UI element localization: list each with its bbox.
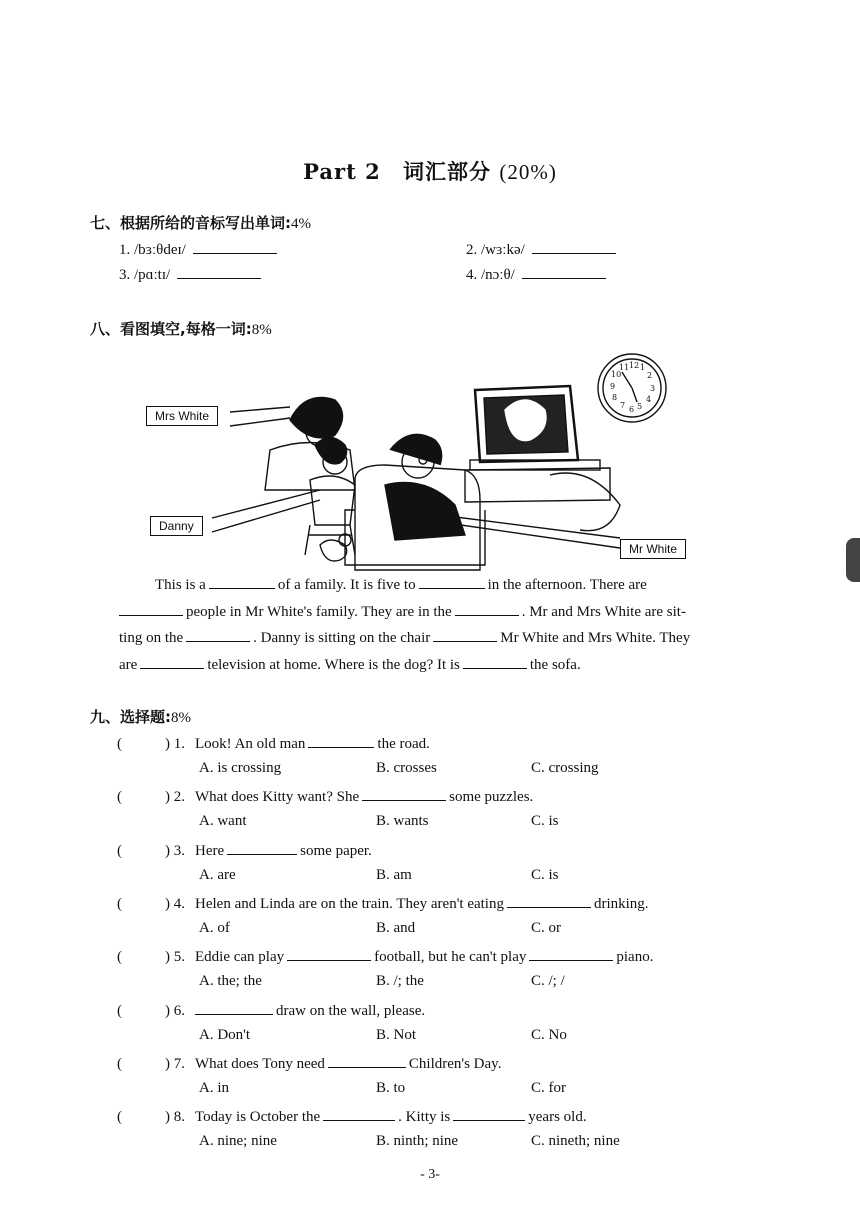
part-title xyxy=(0,156,860,186)
danny-figure xyxy=(305,438,355,556)
question-text: What does Kitty want? She xyxy=(195,789,360,806)
phonetic-text: /pɑːtɪ/ xyxy=(134,267,171,283)
question-text: Today is October the xyxy=(195,1109,321,1126)
page-number: - 3- xyxy=(420,1167,440,1182)
svg-text:7: 7 xyxy=(620,401,626,410)
text: television at home. Where is the dog? It is xyxy=(207,656,460,673)
text: are xyxy=(119,656,138,673)
television-icon xyxy=(465,386,620,531)
question-blank[interactable] xyxy=(507,893,591,908)
answer-blank[interactable] xyxy=(140,654,204,669)
phonetic-item-4 xyxy=(466,264,609,284)
item-number: 1. xyxy=(119,242,131,258)
text: in the afternoon. There are xyxy=(487,577,647,593)
option-a[interactable]: A. the; the xyxy=(199,973,262,990)
phonetic-text: /bɜːθdeɪ/ xyxy=(134,242,186,258)
question-4 xyxy=(117,893,649,913)
svg-text:8: 8 xyxy=(612,393,618,402)
question-blank[interactable] xyxy=(323,1106,395,1121)
option-a[interactable]: A. are xyxy=(199,866,236,883)
question-blank[interactable] xyxy=(227,840,297,855)
question-number: ) 1. xyxy=(165,736,185,752)
option-b[interactable]: B. am xyxy=(376,866,412,883)
section8-heading xyxy=(90,318,272,339)
question-number: ) 3. xyxy=(165,842,185,859)
question-text: Here xyxy=(195,842,225,859)
question-3 xyxy=(117,840,372,860)
question-text: drinking. xyxy=(593,895,649,912)
family-tv-illustration xyxy=(140,350,680,575)
answer-blank[interactable] xyxy=(209,574,275,589)
question-number: ) 6. xyxy=(165,1002,185,1019)
svg-text:1: 1 xyxy=(640,363,646,372)
answer-paren[interactable]: ( xyxy=(117,789,122,806)
paragraph-line-3 xyxy=(119,625,769,652)
answer-blank[interactable] xyxy=(522,264,606,279)
option-a[interactable]: A. of xyxy=(199,919,230,936)
fill-in-paragraph xyxy=(119,572,769,678)
answer-blank[interactable] xyxy=(433,627,497,642)
question-number: ) 8. xyxy=(165,1109,185,1126)
section8-percent: 8% xyxy=(251,322,272,338)
option-a[interactable]: A. is crossing xyxy=(199,760,282,776)
text: of a family. It is five to xyxy=(277,577,416,593)
text: ting on the xyxy=(119,630,184,646)
section8-title: 八、看图填空,每格一词: xyxy=(90,320,252,338)
question-text: piano. xyxy=(616,949,654,966)
part-cn-title: 词汇部分 xyxy=(403,160,492,184)
question-number: ) 5. xyxy=(165,949,185,966)
question-text: football, but he can't play xyxy=(374,949,527,966)
answer-blank[interactable] xyxy=(186,627,250,642)
question-text: What does Tony need xyxy=(195,1055,325,1072)
question-text: years old. xyxy=(528,1109,587,1126)
option-a[interactable]: A. Don't xyxy=(199,1026,251,1043)
text: . Mr and Mrs White are sit- xyxy=(521,603,686,620)
option-b[interactable]: B. to xyxy=(376,1079,406,1096)
clock-icon xyxy=(598,354,666,422)
option-b[interactable]: B. wants xyxy=(376,813,429,830)
answer-paren[interactable]: ( xyxy=(117,1055,122,1072)
phonetic-item-1 xyxy=(119,239,280,259)
answer-blank[interactable] xyxy=(455,601,519,616)
label-mrs-white: Mrs White xyxy=(146,406,218,426)
question-text: Helen and Linda are on the train. They aren't eating xyxy=(195,895,504,912)
text: Mr White and Mrs White. They xyxy=(500,630,691,646)
question-number: ) 7. xyxy=(165,1055,185,1072)
text: the sofa. xyxy=(529,656,581,673)
option-c[interactable]: C. crossing xyxy=(531,760,599,776)
question-text: . Kitty is xyxy=(398,1109,451,1126)
answer-blank[interactable] xyxy=(177,264,261,279)
option-a[interactable]: A. want xyxy=(199,813,247,830)
answer-blank[interactable] xyxy=(463,654,527,669)
section9-title: 九、选择题: xyxy=(90,708,171,726)
section7-title: 七、根据所给的音标写出单词: xyxy=(90,214,291,232)
question-1 xyxy=(117,733,430,753)
svg-text:4: 4 xyxy=(646,395,652,404)
section7-heading xyxy=(90,212,311,233)
question-blank[interactable] xyxy=(308,733,374,748)
part-label: Part 2 xyxy=(303,159,381,184)
question-2 xyxy=(117,786,533,806)
question-5 xyxy=(117,946,653,966)
question-blank[interactable] xyxy=(287,946,371,961)
option-b[interactable]: B. Not xyxy=(376,1026,417,1043)
answer-blank[interactable] xyxy=(419,574,485,589)
section9-heading xyxy=(90,706,191,727)
paragraph-line-1 xyxy=(119,572,769,599)
svg-text:2: 2 xyxy=(647,371,653,380)
question-text: draw on the wall, please. xyxy=(276,1002,426,1019)
svg-text:11: 11 xyxy=(619,363,630,372)
answer-paren[interactable]: ( xyxy=(117,1002,122,1019)
svg-text:10: 10 xyxy=(611,370,622,379)
phonetic-text: /nɔːθ/ xyxy=(481,267,515,283)
question-text: Look! An old man xyxy=(195,736,306,752)
paragraph-line-4 xyxy=(119,652,769,679)
answer-paren[interactable]: ( xyxy=(117,949,122,966)
option-b[interactable]: B. ninth; nine xyxy=(376,1133,459,1150)
text: . Danny is sitting on the chair xyxy=(253,630,431,646)
answer-blank[interactable] xyxy=(532,239,616,254)
svg-text:9: 9 xyxy=(610,382,616,391)
phonetic-text: /wɜːkə/ xyxy=(481,242,525,258)
question-text: the road. xyxy=(377,736,430,752)
answer-paren[interactable]: ( xyxy=(117,842,122,859)
question-blank[interactable] xyxy=(195,1000,273,1015)
svg-text:5: 5 xyxy=(637,402,643,411)
item-number: 3. xyxy=(119,267,131,283)
option-c[interactable]: C. is xyxy=(531,813,559,830)
answer-paren[interactable]: ( xyxy=(117,1109,122,1126)
question-7 xyxy=(117,1053,501,1073)
answer-paren[interactable]: ( xyxy=(117,895,122,912)
question-text: some puzzles. xyxy=(449,789,534,806)
question-blank[interactable] xyxy=(328,1053,406,1068)
svg-text:3: 3 xyxy=(650,384,656,393)
question-6 xyxy=(117,1000,425,1020)
section9-percent: 8% xyxy=(171,710,191,726)
svg-text:6: 6 xyxy=(629,405,635,414)
option-b[interactable]: B. /; the xyxy=(376,973,424,990)
option-c[interactable]: C. for xyxy=(531,1079,566,1096)
option-b[interactable]: B. crosses xyxy=(376,760,437,776)
answer-blank[interactable] xyxy=(119,601,183,616)
text: people in Mr White's family. They are in the xyxy=(186,603,452,620)
question-text: Eddie can play xyxy=(195,949,285,966)
scan-edge-mark xyxy=(846,538,860,582)
option-c[interactable]: C. nineth; nine xyxy=(531,1133,620,1150)
question-8 xyxy=(117,1106,587,1126)
question-text: some paper. xyxy=(300,842,372,859)
question-blank[interactable] xyxy=(529,946,613,961)
item-number: 4. xyxy=(466,267,478,283)
phonetic-item-2 xyxy=(466,239,619,259)
label-danny: Danny xyxy=(150,516,203,536)
paragraph-line-2 xyxy=(119,599,769,626)
question-blank[interactable] xyxy=(453,1106,525,1121)
option-c[interactable]: C. or xyxy=(531,919,561,936)
question-number: ) 4. xyxy=(165,895,185,912)
part-percent: (20%) xyxy=(499,160,557,184)
option-a[interactable]: A. in xyxy=(199,1079,229,1096)
section7-percent: 4% xyxy=(291,216,311,232)
svg-text:12: 12 xyxy=(629,361,640,370)
option-c[interactable]: C. No xyxy=(531,1026,567,1043)
dog-icon xyxy=(320,534,351,561)
answer-blank[interactable] xyxy=(193,239,277,254)
option-b[interactable]: B. and xyxy=(376,919,416,936)
phonetic-item-3 xyxy=(119,264,264,284)
question-blank[interactable] xyxy=(362,786,446,801)
option-a[interactable]: A. nine; nine xyxy=(199,1133,277,1150)
option-c[interactable]: C. is xyxy=(531,866,559,883)
answer-paren[interactable]: ( xyxy=(117,736,122,752)
text: This is a xyxy=(155,577,206,593)
option-c[interactable]: C. /; / xyxy=(531,973,565,990)
label-mr-white: Mr White xyxy=(620,539,686,559)
item-number: 2. xyxy=(466,242,478,258)
question-text: Children's Day. xyxy=(408,1055,502,1072)
question-number: ) 2. xyxy=(165,789,185,806)
